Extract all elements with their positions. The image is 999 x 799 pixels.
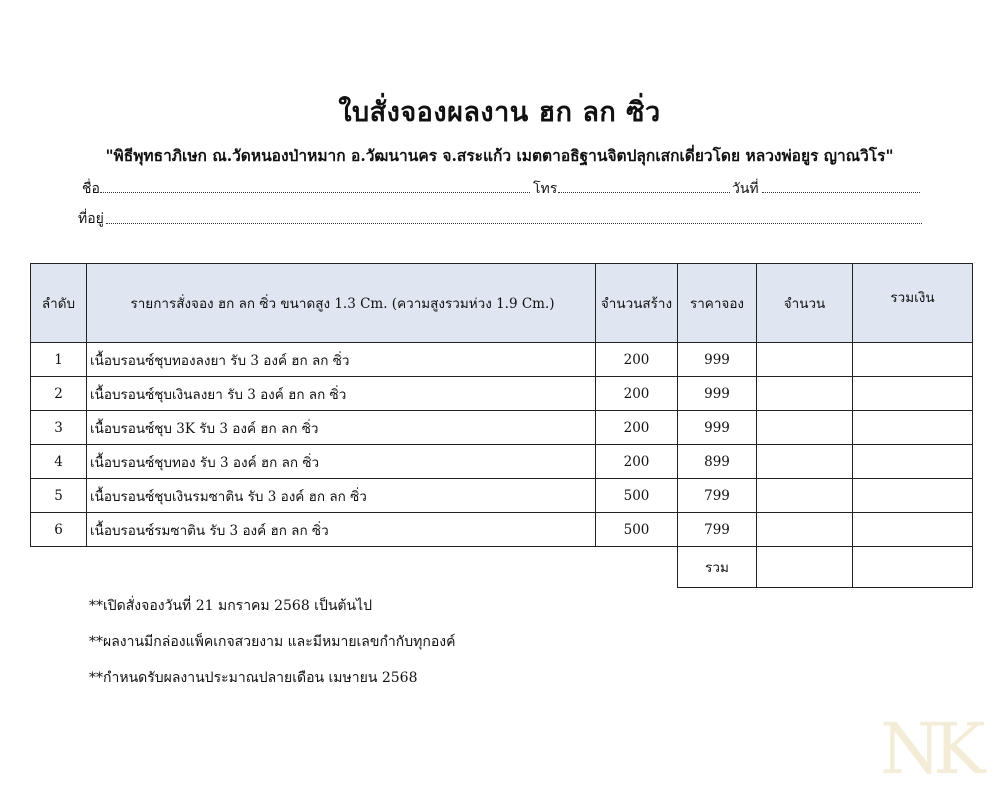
address-field[interactable] xyxy=(106,223,922,224)
order-table xyxy=(30,263,973,588)
row-sum-input[interactable] xyxy=(853,377,973,411)
header-no: ลำดับ xyxy=(31,264,87,343)
table-header-row xyxy=(31,264,973,343)
row-made: 200 xyxy=(596,445,678,479)
row-made: 200 xyxy=(596,411,678,445)
row-price: 999 xyxy=(678,377,757,411)
row-sum-input[interactable] xyxy=(853,513,973,547)
table-row xyxy=(31,377,973,411)
row-made: 500 xyxy=(596,479,678,513)
row-item: เนื้อบรอนซ์ชุบเงินลงยา รับ 3 องค์ ฮก ลก ซิ่ว xyxy=(87,377,596,411)
table-row xyxy=(31,411,973,445)
nk-watermark-logo: NK xyxy=(880,708,978,790)
table-row xyxy=(31,479,973,513)
row-qty-input[interactable] xyxy=(757,343,853,377)
total-label: รวม xyxy=(678,547,757,588)
row-qty-input[interactable] xyxy=(757,445,853,479)
row-qty-input[interactable] xyxy=(757,377,853,411)
row-sum-input[interactable] xyxy=(853,343,973,377)
row-qty-input[interactable] xyxy=(757,411,853,445)
row-price: 999 xyxy=(678,411,757,445)
row-qty-input[interactable] xyxy=(757,513,853,547)
row-item: เนื้อบรอนซ์รมซาติน รับ 3 องค์ ฮก ลก ซิ่ว xyxy=(87,513,596,547)
row-item: เนื้อบรอนซ์ชุบ 3K รับ 3 องค์ ฮก ลก ซิ่ว xyxy=(87,411,596,445)
row-no: 1 xyxy=(31,343,87,377)
total-row xyxy=(31,547,973,588)
row-price: 999 xyxy=(678,343,757,377)
table-row xyxy=(31,513,973,547)
row-price: 899 xyxy=(678,445,757,479)
note-delivery: **กำหนดรับผลงานประมาณปลายเดือน เมษายน 2568 xyxy=(89,670,418,686)
header-made: จำนวนสร้าง xyxy=(596,264,678,343)
row-sum-input[interactable] xyxy=(853,479,973,513)
total-qty-input[interactable] xyxy=(757,547,853,588)
row-item: เนื้อบรอนซ์ชุบเงินรมซาติน รับ 3 องค์ ฮก ลก ซิ่ว xyxy=(87,479,596,513)
row-price: 799 xyxy=(678,513,757,547)
row-made: 200 xyxy=(596,377,678,411)
row-item: เนื้อบรอนซ์ชุบทอง รับ 3 องค์ ฮก ลก ซิ่ว xyxy=(87,445,596,479)
ceremony-subtitle: "พิธีพุทธาภิเษก ณ.วัดหนองป่าหมาก อ.วัฒนานคร จ.สระแก้ว เมตตาอธิฐานจิตปลุกเสกเดี่ยวโดย หลวงพ่อยูร ญาณวิโร" xyxy=(105,146,894,165)
row-qty-input[interactable] xyxy=(757,479,853,513)
date-label: วันที่ xyxy=(732,181,759,197)
page-title: ใบสั่งจองผลงาน ฮก ลก ซิ่ว xyxy=(338,97,661,128)
row-no: 2 xyxy=(31,377,87,411)
row-made: 500 xyxy=(596,513,678,547)
name-field[interactable] xyxy=(100,192,530,193)
header-sum: รวมเงิน xyxy=(853,264,973,343)
notes xyxy=(89,595,455,703)
header-price: ราคาจอง xyxy=(678,264,757,343)
date-field[interactable] xyxy=(762,192,920,193)
row-item: เนื้อบรอนซ์ชุบทองลงยา รับ 3 องค์ ฮก ลก ซิ่ว xyxy=(87,343,596,377)
blank-cell xyxy=(87,547,596,588)
row-no: 3 xyxy=(31,411,87,445)
blank-cell xyxy=(596,547,678,588)
row-no: 5 xyxy=(31,479,87,513)
blank-cell xyxy=(31,547,87,588)
row-no: 6 xyxy=(31,513,87,547)
phone-label: โทร xyxy=(533,181,558,197)
table-row xyxy=(31,343,973,377)
name-label: ชื่อ xyxy=(82,181,100,197)
header-qty: จำนวน xyxy=(757,264,853,343)
address-label: ที่อยู่ xyxy=(78,211,104,227)
header-item: รายการสั่งจอง ฮก ลก ซิ่ว ขนาดสูง 1.3 Cm. (ความสูงรวมห่วง 1.9 Cm.) xyxy=(87,264,596,343)
row-made: 200 xyxy=(596,343,678,377)
row-sum-input[interactable] xyxy=(853,445,973,479)
note-open-date: **เปิดสั่งจองวันที่ 21 มกราคม 2568 เป็นต้นไป xyxy=(89,598,373,614)
table-row xyxy=(31,445,973,479)
phone-field[interactable] xyxy=(558,192,730,193)
note-packaging: **ผลงานมีกล่องแพ็คเกจสวยงาม และมีหมายเลขกำกับทุกองค์ xyxy=(89,634,456,650)
row-sum-input[interactable] xyxy=(853,411,973,445)
row-price: 799 xyxy=(678,479,757,513)
total-sum-input[interactable] xyxy=(853,547,973,588)
row-no: 4 xyxy=(31,445,87,479)
